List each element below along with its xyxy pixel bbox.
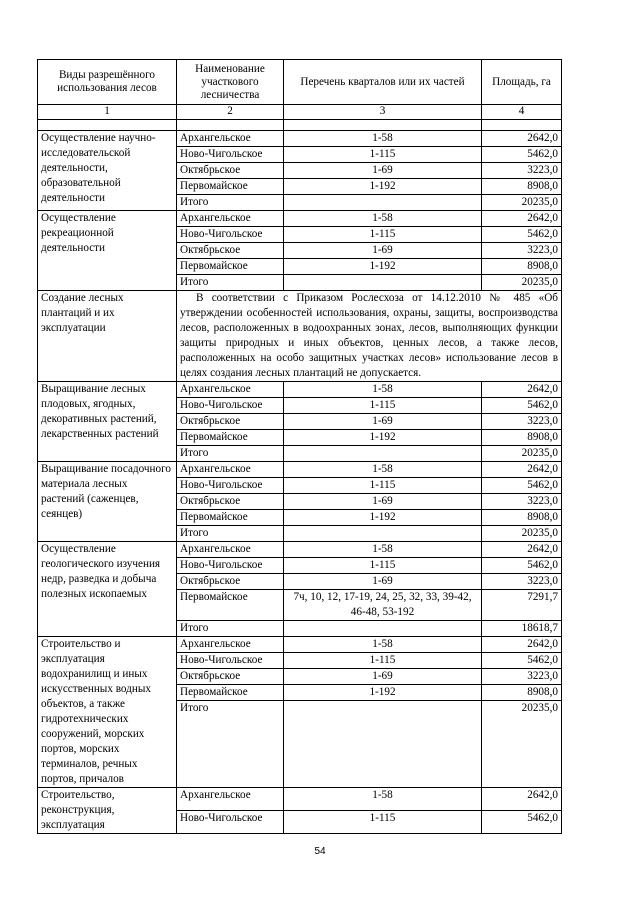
forestry-cell: Первомайское: [177, 510, 284, 526]
forestry-cell: Ново-Чигольское: [177, 558, 284, 574]
total-label: Итого: [177, 701, 284, 788]
quarters-cell: 1-58: [284, 131, 482, 147]
area-cell: 3223,0: [482, 243, 562, 259]
forestry-cell: Октябрьское: [177, 243, 284, 259]
quarters-cell: 1-69: [284, 494, 482, 510]
forestry-cell: Первомайское: [177, 590, 284, 621]
total-area: 20235,0: [482, 701, 562, 788]
quarters-cell: 1-58: [284, 462, 482, 478]
area-cell: 3223,0: [482, 414, 562, 430]
forestry-cell: Ново-Чигольское: [177, 227, 284, 243]
column-number-row: [38, 105, 562, 120]
total-label: Итого: [177, 621, 284, 637]
use-type-cell: Выращивание посадочного материала лесных растений (саженцев, сеянцев): [38, 462, 177, 542]
table-row: [38, 211, 562, 227]
table-row: [38, 382, 562, 398]
total-label: Итого: [177, 195, 284, 211]
quarters-cell: [284, 526, 482, 542]
total-area: 20235,0: [482, 446, 562, 462]
use-type-cell: Строительство, реконструкция, эксплуатация: [38, 788, 177, 834]
area-cell: 8908,0: [482, 685, 562, 701]
quarters-cell: 1-69: [284, 414, 482, 430]
header-area: Площадь, га: [482, 60, 562, 105]
quarters-cell: 1-115: [284, 653, 482, 669]
area-cell: 5462,0: [482, 558, 562, 574]
area-cell: 2642,0: [482, 637, 562, 653]
use-type-cell: Осуществление рекреационной деятельности: [38, 211, 177, 291]
use-type-cell: Осуществление научно-исследовательской деятельности, образовательной деятельности: [38, 131, 177, 211]
area-cell: 3223,0: [482, 669, 562, 685]
header-forestry: Наименование участкового лесничества: [177, 60, 284, 105]
quarters-cell: 1-69: [284, 574, 482, 590]
area-cell: 3223,0: [482, 163, 562, 179]
forestry-cell: Ново-Чигольское: [177, 653, 284, 669]
forest-use-table: [37, 59, 562, 834]
column-number: 4: [482, 105, 562, 120]
column-number: 1: [38, 105, 177, 120]
quarters-cell: 1-192: [284, 510, 482, 526]
forestry-cell: Архангельское: [177, 131, 284, 147]
quarters-cell: 1-192: [284, 259, 482, 275]
quarters-cell: 1-192: [284, 179, 482, 195]
quarters-cell: 1-69: [284, 163, 482, 179]
quarters-cell: 7ч, 10, 12, 17-19, 24, 25, 32, 33, 39-42, 46-48, 53-192: [284, 590, 482, 621]
quarters-cell: 1-192: [284, 685, 482, 701]
total-label: Итого: [177, 446, 284, 462]
forestry-cell: Архангельское: [177, 382, 284, 398]
area-cell: 8908,0: [482, 510, 562, 526]
quarters-cell: 1-58: [284, 542, 482, 558]
quarters-cell: 1-115: [284, 558, 482, 574]
total-area: 18618,7: [482, 621, 562, 637]
forestry-cell: Октябрьское: [177, 414, 284, 430]
forestry-cell: Архангельское: [177, 462, 284, 478]
total-area: 20235,0: [482, 195, 562, 211]
quarters-cell: [284, 195, 482, 211]
total-label: Итого: [177, 275, 284, 291]
area-cell: 2642,0: [482, 788, 562, 811]
forestry-cell: Архангельское: [177, 211, 284, 227]
forestry-cell: Октябрьское: [177, 669, 284, 685]
quarters-cell: 1-58: [284, 637, 482, 653]
table-row: [38, 637, 562, 653]
header-use-type: Виды разрешённого использования лесов: [38, 60, 177, 105]
page-number: 54: [314, 846, 326, 857]
forestry-cell: Ново-Чигольское: [177, 811, 284, 834]
forestry-cell: Ново-Чигольское: [177, 478, 284, 494]
forestry-cell: Первомайское: [177, 430, 284, 446]
area-cell: 5462,0: [482, 478, 562, 494]
header-quarters: Перечень кварталов или их частей: [284, 60, 482, 105]
restriction-note-text: В соответствии с Приказом Рослесхоза от 14.12.2010 № 485 «Об утверждении особенностей использования, охраны, защиты, воспроизводства лесов, расположенных в водоохранных зонах, лесов, выполняющих функции защиты природных и иных объектов, ценных лесов, а также лесов, расположенных на особо защитных участках лесов» использование лесов в целях создания лесных плантаций не допускается.: [180, 292, 558, 379]
area-cell: 8908,0: [482, 259, 562, 275]
area-cell: 5462,0: [482, 227, 562, 243]
forestry-cell: Первомайское: [177, 179, 284, 195]
use-type-cell: Осуществление геологического изучения недр, разведка и добыча полезных ископаемых: [38, 542, 177, 637]
quarters-cell: [284, 701, 482, 788]
quarters-cell: 1-115: [284, 398, 482, 414]
table-row: [38, 291, 562, 382]
area-cell: 5462,0: [482, 811, 562, 834]
spacer-row: [38, 120, 562, 131]
area-cell: 5462,0: [482, 398, 562, 414]
quarters-cell: 1-58: [284, 788, 482, 811]
quarters-cell: 1-58: [284, 382, 482, 398]
forestry-cell: Архангельское: [177, 637, 284, 653]
area-cell: 2642,0: [482, 211, 562, 227]
quarters-cell: 1-69: [284, 669, 482, 685]
column-number: 3: [284, 105, 482, 120]
forestry-cell: Октябрьское: [177, 574, 284, 590]
area-cell: 2642,0: [482, 542, 562, 558]
header-row: [38, 60, 562, 105]
column-number: 2: [177, 105, 284, 120]
area-cell: 3223,0: [482, 494, 562, 510]
area-cell: 8908,0: [482, 430, 562, 446]
area-cell: 3223,0: [482, 574, 562, 590]
total-label: Итого: [177, 526, 284, 542]
table-row: [38, 788, 562, 811]
quarters-cell: 1-115: [284, 147, 482, 163]
area-cell: 8908,0: [482, 179, 562, 195]
table-row: [38, 542, 562, 558]
table-row: [38, 462, 562, 478]
quarters-cell: 1-69: [284, 243, 482, 259]
area-cell: 7291,7: [482, 590, 562, 621]
forestry-cell: Первомайское: [177, 259, 284, 275]
area-cell: 2642,0: [482, 382, 562, 398]
forestry-cell: Ново-Чигольское: [177, 398, 284, 414]
quarters-cell: 1-58: [284, 211, 482, 227]
use-type-cell: Создание лесных плантаций и их эксплуатации: [38, 291, 177, 382]
quarters-cell: 1-115: [284, 811, 482, 834]
use-type-cell: Строительство и эксплуатация водохранилищ и иных искусственных водных объектов, а также гидротехнических сооружений, морских портов, морских терминалов, речных портов, причалов: [38, 637, 177, 788]
restriction-note: [177, 291, 562, 382]
forestry-cell: Ново-Чигольское: [177, 147, 284, 163]
quarters-cell: 1-115: [284, 227, 482, 243]
quarters-cell: 1-115: [284, 478, 482, 494]
quarters-cell: [284, 621, 482, 637]
table-row: [38, 131, 562, 147]
total-area: 20235,0: [482, 275, 562, 291]
quarters-cell: 1-192: [284, 430, 482, 446]
area-cell: 2642,0: [482, 131, 562, 147]
forestry-cell: Архангельское: [177, 788, 284, 811]
area-cell: 5462,0: [482, 147, 562, 163]
forestry-cell: Октябрьское: [177, 163, 284, 179]
forestry-cell: Первомайское: [177, 685, 284, 701]
quarters-cell: [284, 446, 482, 462]
forestry-cell: Архангельское: [177, 542, 284, 558]
quarters-cell: [284, 275, 482, 291]
total-area: 20235,0: [482, 526, 562, 542]
forestry-cell: Октябрьское: [177, 494, 284, 510]
area-cell: 5462,0: [482, 653, 562, 669]
area-cell: 2642,0: [482, 462, 562, 478]
use-type-cell: Выращивание лесных плодовых, ягодных, декоративных растений, лекарственных растений: [38, 382, 177, 462]
